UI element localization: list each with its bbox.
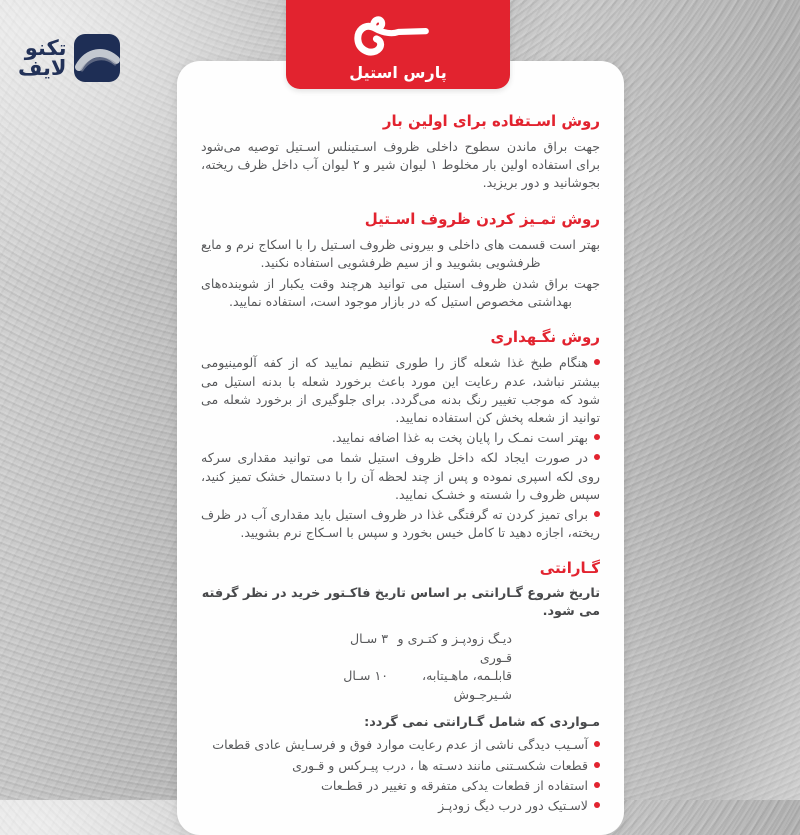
care-section — [201, 111, 600, 193]
warranty-section — [201, 558, 600, 815]
exclusion-text: استفاده از قطعات یدکی متفرقه و تغییر در قطـعات — [321, 777, 588, 793]
technolife-logo — [18, 34, 120, 82]
warranty-table — [201, 630, 512, 704]
technolife-wordmark-line2: لایف — [18, 56, 67, 80]
section-bullet — [201, 354, 600, 427]
section-paragraph: جهت براق شدن ظروف استیل می توانید هرچند وقت یکبار از شوینده‌های بهداشتی مخصوص استیل که در بازار موجود است، استفاده نمایید. — [201, 276, 600, 310]
bullet-text: برای تمیز کردن ته گرفتگی غذا در ظروف استیل باید مقداری آب در ظرف ریخته، اجازه دهید تا کامل خیس بخورد و سپس با اسـکاج نرم بشویید. — [201, 507, 600, 541]
bullet-dot-icon — [594, 762, 600, 768]
pars-steel-badge — [286, 0, 510, 89]
care-section — [201, 327, 600, 542]
bullet-dot-icon — [594, 434, 600, 440]
section-bullet — [201, 429, 600, 447]
exclusion-text: لاسـتیک دور درب دیگ زودپـز — [438, 798, 588, 814]
section-bullet — [201, 506, 600, 542]
warranty-note: تاریخ شروع گـارانتی بر اساس تاریخ فاکـتور خرید در نظر گرفته می شود. — [201, 586, 600, 620]
pars-steel-pan-icon — [338, 8, 458, 62]
warranty-exclusion-bullet — [201, 736, 600, 754]
bullet-text: بهتر است نمـک را پایان پخت به غذا اضافه نمایید. — [331, 430, 588, 446]
exclusion-text: قطعات شکسـتنی مانند دسـته ها ، درب پیـرکس و قـوری — [292, 757, 588, 773]
bullet-dot-icon — [594, 741, 600, 747]
exclusion-text: آسـیب دیدگی ناشی از عدم رعایت موارد فوق و فرسـایش عادی قطعات — [212, 737, 588, 753]
warranty-exclusion-bullet — [201, 777, 600, 795]
warranty-item: دیـگ زودپـز و کتـری و قـوری — [397, 631, 512, 665]
section-paragraph: بهتر است قسمت های داخلی و بیرونی ظروف اسـتیل را با اسکاج نرم و مایع ظرفشویی بشویید و از سیم ظرفشویی استفاده نکنید. — [201, 236, 600, 270]
bullet-dot-icon — [594, 782, 600, 788]
warranty-duration: ۱۰ سـال — [343, 668, 388, 684]
warranty-exclusions-heading: مـواردی که شامل گـارانتی نمی گردد: — [364, 715, 600, 731]
section-heading: روش تمـیز کردن ظروف اسـتیل — [364, 209, 600, 228]
section-paragraph: جهت براق ماندن سطوح داخلی ظروف اسـتینلس اسـتیل توصیه می‌شود برای استفاده اولین بار مخلوط ۱ لیوان شیر و ۲ لیوان آب داخل ظرف ریخته، بجوشانید و دور بریزید. — [201, 139, 600, 191]
bullet-text: در صورت ایجاد لکه داخل ظروف استیل شما می توانید مقداری سرکه روی لکه اسپری نموده و پس از چند لحظه آن را با دستمال خشک تمیز کنید، سپس ظروف را شسته و خشـک نمایید. — [201, 450, 600, 502]
section-heading: روش اسـتفاده برای اولین بار — [382, 112, 600, 130]
warranty-item: قابلـمه، ماهـیتابه، شـیرجـوش — [422, 668, 512, 702]
warranty-duration: ۳ سـال — [350, 631, 388, 647]
warranty-exclusion-bullet — [201, 757, 600, 775]
care-sections — [201, 111, 600, 542]
bullet-dot-icon — [594, 454, 600, 460]
technolife-wordmark-line1: تکنو — [24, 36, 67, 60]
pars-steel-wordmark: پارس استیل — [349, 63, 447, 82]
care-section — [201, 209, 600, 312]
bullet-dot-icon — [594, 359, 600, 365]
warranty-heading: گـارانتی — [539, 559, 600, 578]
warranty-exclusions-list — [201, 736, 600, 815]
warranty-table-row — [201, 630, 512, 667]
bullet-dot-icon — [594, 802, 600, 808]
technolife-wordmark — [18, 38, 67, 78]
bullet-dot-icon — [594, 511, 600, 517]
section-heading: روش نگـهداری — [490, 328, 600, 347]
warranty-table-row — [201, 667, 512, 704]
bullet-text: هنگام طبخ غذا شعله گاز را طوری تنظیم نمایید که از کفه آلومینیومی بیشتر نباشد، عدم رعایت این مورد باعث برخورد شعله با بدنه استیل می شود که موجب تغییر رنگ بدنه می‌گردد. برای جلوگیری از برخورد شعله می توانید از شعله پخش کن استفاده نمایید. — [201, 355, 600, 426]
section-bullet — [201, 449, 600, 504]
technolife-swoosh-icon — [74, 34, 120, 82]
info-card — [177, 61, 624, 835]
